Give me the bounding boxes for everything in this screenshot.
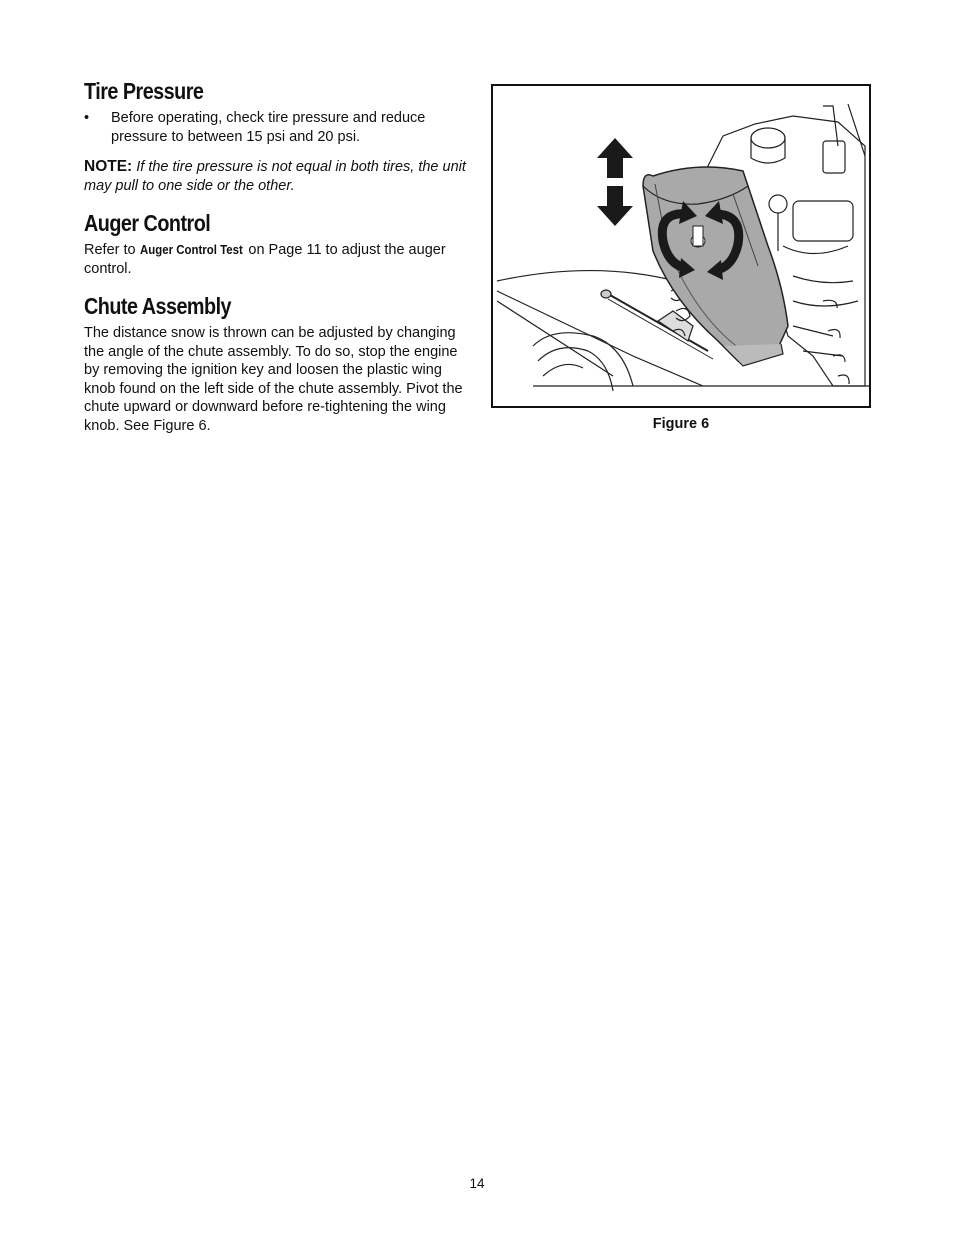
tire-pressure-bullet-text: Before operating, check tire pressure and reduce pressure to between 15 psi and 20 psi. — [111, 110, 426, 145]
bullet-marker: • — [84, 110, 90, 126]
up-down-arrow-icon — [597, 138, 633, 226]
auger-control-test-reference: Auger Control Test — [139, 242, 243, 257]
chute-assembly-body: The distance snow is thrown can be adjusted by changing the angle of the chute assembly. To do so, stop the engine by removing the ignition key and loosen the plastic wing knob found on the left side of the chute assembly. Pivot the chute upward or downward before re-tightening the wing knob. See Figure 6. — [84, 325, 463, 434]
engine-knob — [769, 195, 787, 213]
auger-control-section — [84, 208, 469, 278]
figure-caption: Figure 6 — [652, 416, 710, 432]
page-number: 14 — [469, 1176, 485, 1191]
fuel-cap — [751, 128, 785, 148]
snow-thrower-chute-drawing — [493, 86, 869, 406]
handle-rod — [823, 106, 838, 146]
chute-assembly-heading: Chute Assembly — [84, 293, 232, 319]
tire-pressure-note — [84, 158, 469, 195]
tire-pressure-heading: Tire Pressure — [84, 78, 204, 104]
note-label: NOTE: — [84, 158, 133, 175]
note-text: If the tire pressure is not equal in both tires, the unit may pull to one side or the other. — [84, 159, 466, 194]
auger-control-text — [84, 241, 469, 278]
auger-text-before: Refer to — [84, 242, 140, 258]
chute-assembly-section — [84, 291, 469, 435]
control-box — [823, 141, 845, 173]
tire-pressure-bullet — [84, 109, 469, 146]
auger-control-heading: Auger Control — [84, 210, 211, 236]
figure-6-illustration — [491, 84, 871, 408]
left-column — [84, 76, 469, 435]
auger-text-after: on Page 11 to adjust the auger control. — [84, 242, 446, 277]
